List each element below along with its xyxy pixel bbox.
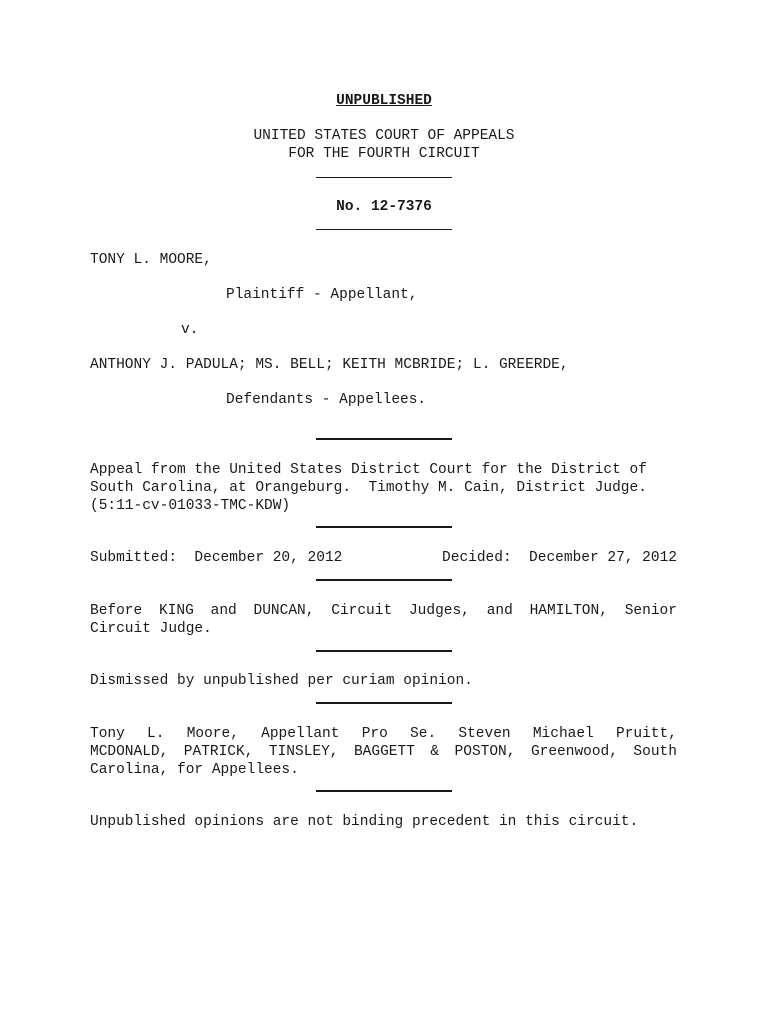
- divider-rule: [316, 702, 452, 704]
- panel-line-2: Circuit Judge.: [90, 621, 212, 637]
- justified-word: and: [210, 603, 237, 619]
- appeal-line-3: (5:11-cv-01033-TMC-KDW): [90, 498, 291, 514]
- justified-word: South: [633, 744, 677, 760]
- justified-word: Senior: [624, 603, 677, 619]
- divider-rule: [316, 177, 452, 178]
- precedent-note: Unpublished opinions are not binding precedent in this circuit.: [90, 814, 639, 830]
- justified-word: Tony: [90, 726, 125, 742]
- justified-word: POSTON,: [454, 744, 516, 760]
- divider-rule: [316, 229, 452, 230]
- justified-word: MCDONALD,: [90, 744, 169, 760]
- justified-word: Michael: [532, 726, 594, 742]
- justified-word: HAMILTON,: [529, 603, 608, 619]
- divider-rule: [316, 579, 452, 581]
- decided-date: Decided: December 27, 2012: [442, 550, 677, 566]
- panel-line-1: [90, 602, 677, 620]
- justified-word: KING: [159, 603, 194, 619]
- defendants-names: ANTHONY J. PADULA; MS. BELL; KEITH MCBRIDE; L. GREERDE,: [90, 357, 569, 373]
- court-name-line2: FOR THE FOURTH CIRCUIT: [288, 146, 480, 162]
- justified-word: BAGGETT: [353, 744, 415, 760]
- counsel-line-1: [90, 725, 677, 743]
- justified-word: TINSLEY,: [268, 744, 339, 760]
- divider-rule: [316, 438, 452, 440]
- plaintiff-name: TONY L. MOORE,: [90, 252, 212, 268]
- justified-word: Judges,: [408, 603, 470, 619]
- justified-word: L.: [147, 726, 165, 742]
- appeal-line-1: Appeal from the United States District Court for the District of: [90, 462, 647, 478]
- plaintiff-role: Plaintiff - Appellant,: [226, 287, 418, 303]
- unpublished-label: UNPUBLISHED: [336, 93, 432, 109]
- justified-word: Pro: [361, 726, 388, 742]
- divider-rule: [316, 650, 452, 652]
- justified-word: Appellant: [261, 726, 340, 742]
- justified-word: Greenwood,: [530, 744, 618, 760]
- divider-rule: [316, 526, 452, 528]
- counsel-line-3: Carolina, for Appellees.: [90, 762, 299, 778]
- justified-word: Se.: [410, 726, 437, 742]
- court-name-line1: UNITED STATES COURT OF APPEALS: [253, 128, 515, 144]
- versus-label: v.: [181, 322, 199, 338]
- submitted-date: Submitted: December 20, 2012: [90, 550, 343, 566]
- justified-word: DUNCAN,: [253, 603, 315, 619]
- appeal-line-2: South Carolina, at Orangeburg. Timothy M. Cain, District Judge.: [90, 480, 647, 496]
- defendants-role: Defendants - Appellees.: [226, 392, 427, 408]
- case-number: No. 12-7376: [336, 199, 432, 215]
- justified-word: Moore,: [186, 726, 239, 742]
- justified-word: Circuit: [331, 603, 393, 619]
- justified-word: Steven: [458, 726, 511, 742]
- justified-word: Pruitt,: [616, 726, 677, 742]
- justified-word: PATRICK,: [183, 744, 254, 760]
- divider-rule: [316, 790, 452, 792]
- justified-word: Before: [90, 603, 143, 619]
- disposition: Dismissed by unpublished per curiam opinion.: [90, 673, 473, 689]
- justified-word: &: [430, 744, 440, 760]
- justified-word: and: [486, 603, 513, 619]
- dates-row: [90, 549, 677, 567]
- counsel-line-2: [90, 743, 677, 761]
